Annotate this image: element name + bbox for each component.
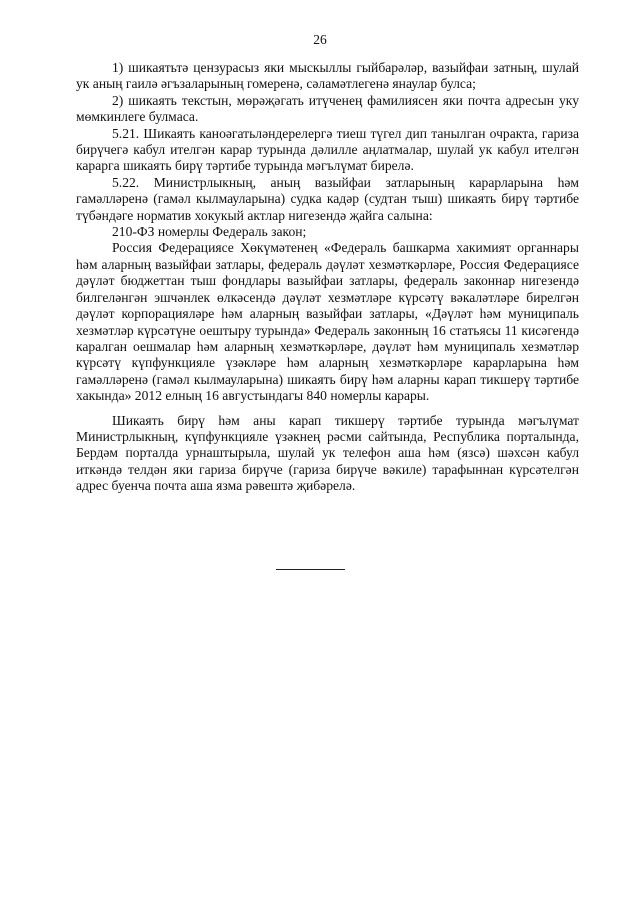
page-number: 26 — [313, 32, 327, 47]
paragraph-government-resolution: Россия Федерациясе Хөкүмәтенең «Федераль башкарма хакимият органнары һәм аларның вазыйфаи затлары, федераль дәүләт хезмәткәрләре, Россия Федерациясе дәүләт бюджеттан тыш фондлары вазыйфаи затлары, федераль законнар нигезендә билгеләнгән эшчәнлек өлкәсендә дәүләт хезмәтләре күрсәтү вәкаләтләре бирелгән дәүләт корпорацияләре һәм аларның вазыйфаи затлары, «Дәүләт һәм муниципаль хезмәтләр күрсәтүне оештыру турында» Федераль законның 16 статьясы 11 кисәгендә каралган оешмалар һәм аларның хезмәткәрләре, дәүләт һәм муниципаль хезмәтләр күрсәтү күпфункцияле үзәкләре һәм аларның хезмәткәрләре карарларына һәм гамәлләренә (гамәл кылмауларына) шикаять бирү һәм аларны карап тикшерү тәртибе хакында» 2012 елның 16 августындагы 840 номерлы карары. — [76, 240, 579, 404]
end-divider-line — [276, 569, 345, 570]
paragraph-section-5-22: 5.22. Министрлыкның, аның вазыйфаи затларының карарларына һәм гамәлләренә (гамәл кылмауларына) судка кадәр (судтан тыш) шикаять бирү тәртибе түбәндәге норматив хокукый актлар нигезендә җайга салына: — [76, 174, 579, 223]
paragraph-item-1: 1) шикаятьтә цензурасыз яки мыскыллы гыйбарәләр, вазыйфаи затның, шулай ук аның гаилә әгъзаларының гомеренә, сәламәтлегенә янаулар булса; — [76, 60, 579, 92]
paragraph-section-5-21: 5.21. Шикаять каноәгатьләндерелергә тиеш түгел дип танылган очракта, гариза бирүчегә кабул ителгән карар турында дәлилле аңлатмалар, шулай ук кабул ителгән карарга шикаять бирү тәртибе турында мәгълүмат бирелә. — [76, 125, 579, 174]
paragraph-spacer — [76, 405, 579, 413]
paragraph-item-2: 2) шикаять текстын, мөрәҗәгать итүченең фамилиясен яки почта адресын уку мөмкинлеге булмаса. — [76, 92, 579, 125]
paragraph-federal-law: 210-ФЗ номерлы Федераль закон; — [112, 224, 307, 240]
paragraph-information-notice: Шикаять бирү һәм аны карап тикшерү тәртибе турында мәгълүмат Министрлыкның, күпфункцияле үзәкнең рәсми сайтында, Республика порталында, Бердәм порталда урнаштырыла, шулай ук телефон аша һәм (язсә) шәхсән кабул иткәндә телдән яки гариза бирүче (гариза бирүче вәкиле) тарафыннан күрсәтелгән адрес буенча почта аша язма рәвештә җибәрелә. — [76, 412, 579, 494]
document-body — [76, 60, 579, 495]
